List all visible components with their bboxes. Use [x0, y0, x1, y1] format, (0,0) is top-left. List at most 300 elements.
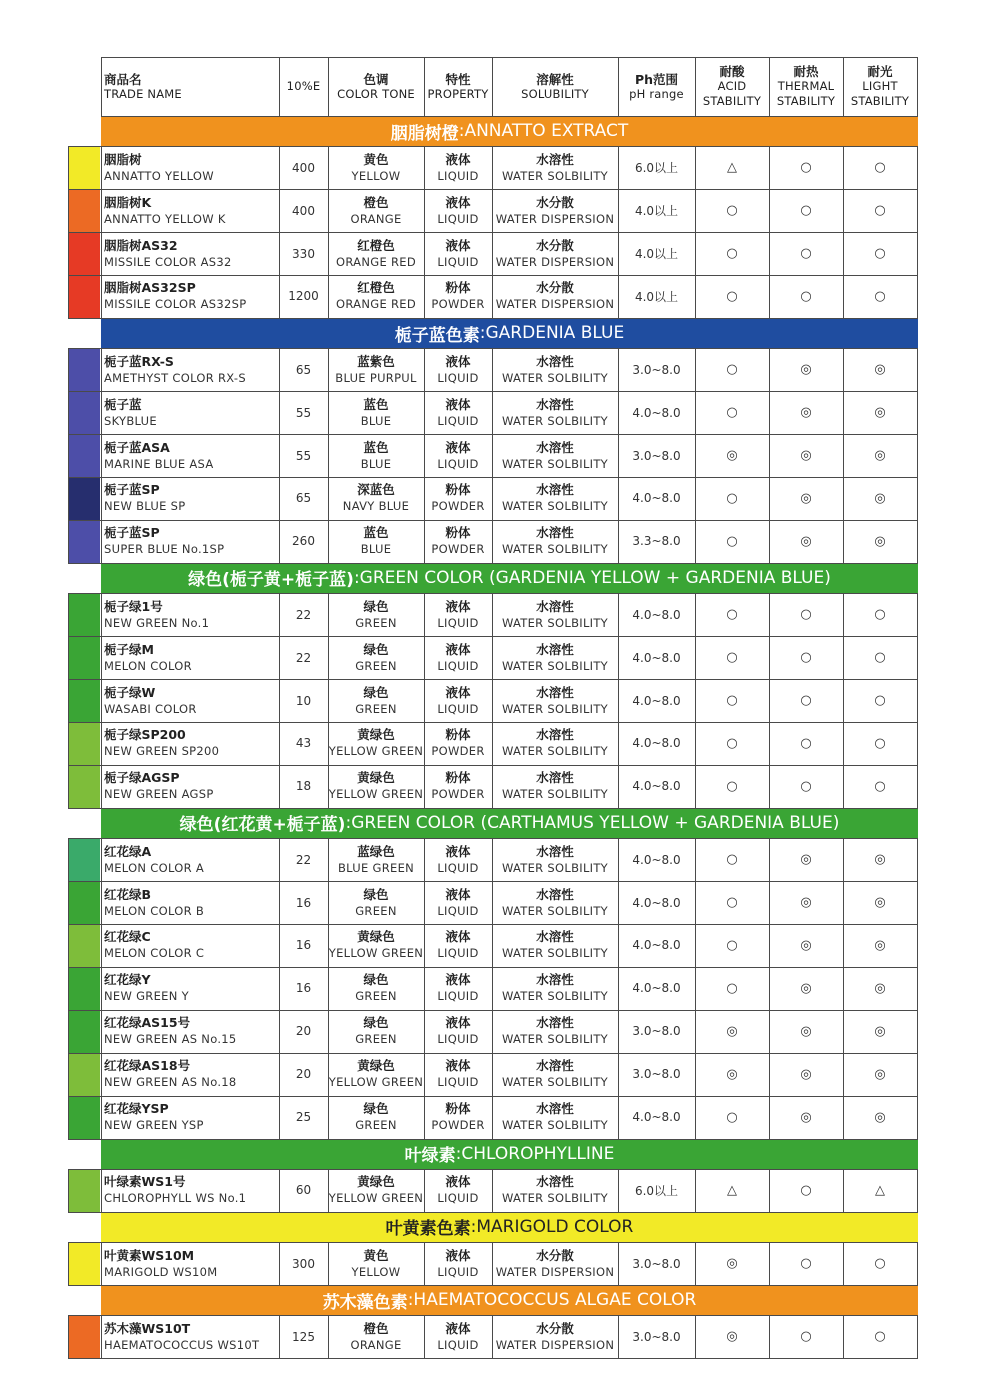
color-tone-cn: 黄绿色 — [357, 1058, 395, 1074]
property — [424, 636, 492, 679]
grid-line — [695, 924, 696, 968]
acid-stability-mark: ○ — [726, 607, 738, 623]
grid-line — [424, 722, 425, 766]
product-name-cn: 叶绿素WS1号 — [104, 1174, 186, 1190]
product-name-cn: 红花绿A — [104, 843, 152, 859]
color-tone — [328, 1010, 424, 1053]
grid-line — [424, 924, 425, 968]
grid-line — [279, 146, 280, 190]
section-title-cn: 绿色(红花黄+栀子蓝) — [179, 815, 346, 836]
grid-line — [492, 391, 493, 435]
grid-line — [917, 636, 918, 680]
grid-line — [328, 1169, 329, 1213]
property — [424, 679, 492, 722]
ph-range: 4.0~8.0 — [632, 1110, 681, 1125]
thermal-stability-mark: ○ — [800, 246, 812, 262]
grid-line — [618, 1096, 619, 1140]
section-band — [101, 1139, 918, 1169]
product-name-en: ANNATTO YELLOW K — [104, 211, 226, 226]
grid-line — [618, 146, 619, 190]
grid-line — [492, 348, 493, 392]
product-name-cn: 红花绿B — [104, 886, 152, 902]
grid-line — [328, 1315, 329, 1359]
grid-line — [492, 275, 493, 319]
acid-stability-mark: ○ — [726, 405, 738, 421]
grid-line — [769, 57, 770, 117]
ph-range: 3.0~8.0 — [632, 1024, 681, 1039]
color-tone — [328, 520, 424, 563]
grid-line — [492, 679, 493, 723]
product-name-cn: 栀子绿W — [104, 684, 156, 700]
property-en: LIQUID — [437, 946, 479, 961]
property-en: LIQUID — [437, 701, 479, 716]
e10-value: 16 — [295, 938, 312, 953]
solubility-en: WATER SOLBILITY — [501, 787, 609, 802]
color-tone-en: ORANGE — [350, 211, 402, 226]
grid-line — [843, 1096, 844, 1140]
grid-line — [101, 275, 102, 319]
grid-line — [101, 520, 918, 521]
color-tone-cn: 橙色 — [363, 1320, 389, 1336]
grid-line — [68, 838, 69, 882]
header-property-en: PROPERTY — [427, 86, 489, 101]
property-en: LIQUID — [437, 211, 479, 226]
grid-line — [695, 348, 696, 392]
property — [424, 232, 492, 275]
solubility — [492, 722, 618, 765]
header-light-en1: LIGHT — [862, 79, 898, 93]
property-cn: 液体 — [445, 1058, 471, 1074]
grid-line — [101, 924, 102, 968]
ph-range: 3.0~8.0 — [632, 448, 681, 463]
color-tone — [328, 722, 424, 765]
color-tone-cn: 橙色 — [363, 194, 389, 210]
grid-line — [101, 967, 102, 1011]
property-cn: 粉体 — [445, 482, 471, 498]
grid-line — [618, 967, 619, 1011]
property-en: LIQUID — [437, 1191, 479, 1206]
grid-line — [618, 1010, 619, 1054]
grid-line — [917, 593, 918, 637]
grid-line — [769, 881, 770, 925]
acid-stability-mark: ○ — [726, 533, 738, 549]
product-name-cn: 栀子绿M — [104, 641, 154, 657]
color-tone — [328, 146, 424, 189]
grid-line — [492, 57, 493, 117]
e10-value: 400 — [292, 203, 315, 218]
grid-line — [843, 838, 844, 882]
product-name-cn: 栀子蓝RX-S — [104, 353, 174, 369]
color-tone-en: ORANGE RED — [336, 297, 416, 312]
solubility — [492, 924, 618, 967]
property-en: LIQUID — [437, 1264, 479, 1279]
grid-line — [68, 808, 101, 809]
property — [424, 967, 492, 1010]
ph-range: 4.0~8.0 — [632, 981, 681, 996]
grid-line — [101, 636, 918, 637]
grid-line — [101, 1096, 918, 1097]
property — [424, 1096, 492, 1139]
product-name-cn: 栀子绿1号 — [104, 598, 163, 614]
color-tone-en: GREEN — [355, 615, 397, 630]
solubility-en: WATER SOLBILITY — [501, 542, 609, 557]
product-name-en: SKYBLUE — [104, 413, 157, 428]
grid-line — [917, 1315, 918, 1359]
grid-line — [843, 1242, 844, 1286]
solubility — [492, 679, 618, 722]
product-name-cn: 胭脂树 — [104, 151, 142, 167]
grid-line — [68, 275, 101, 276]
grid-line — [68, 881, 69, 925]
color-tone — [328, 348, 424, 391]
grid-line — [328, 838, 329, 882]
grid-line — [68, 232, 69, 276]
thermal-stability-mark: ○ — [800, 1182, 812, 1198]
grid-line — [492, 838, 493, 882]
color-tone — [328, 765, 424, 808]
grid-line — [328, 391, 329, 435]
color-tone-en: YELLOW GREEN — [328, 744, 424, 759]
color-swatch — [68, 723, 100, 765]
grid-line — [328, 232, 329, 276]
grid-line — [68, 1169, 101, 1170]
e10-value: 20 — [295, 1067, 312, 1082]
section-band — [101, 1212, 918, 1242]
grid-line — [843, 232, 844, 276]
color-swatch — [68, 478, 100, 520]
grid-line — [101, 722, 102, 766]
grid-line — [424, 189, 425, 233]
grid-line — [695, 520, 696, 564]
grid-line — [695, 838, 696, 882]
product-name-en: NEW GREEN AS No.15 — [104, 1032, 237, 1047]
property-cn: 粉体 — [445, 727, 471, 743]
grid-line — [424, 881, 425, 925]
color-tone-cn: 黄色 — [363, 1247, 389, 1263]
color-swatch — [68, 392, 100, 434]
grid-line — [843, 1315, 844, 1359]
product-name-cn: 栀子蓝 — [104, 396, 142, 412]
header-trade-name — [101, 57, 279, 116]
grid-line — [328, 967, 329, 1011]
grid-line — [101, 146, 102, 190]
solubility-cn: 水溶性 — [536, 353, 574, 369]
thermal-stability-mark: ○ — [800, 650, 812, 666]
property — [424, 881, 492, 924]
solubility-en: WATER SOLBILITY — [501, 413, 609, 428]
grid-line — [843, 1169, 844, 1213]
grid-line — [424, 348, 425, 392]
grid-line — [769, 593, 770, 637]
property-en: LIQUID — [437, 1337, 479, 1352]
grid-line — [917, 189, 918, 233]
color-tone — [328, 1242, 424, 1285]
color-tone — [328, 924, 424, 967]
grid-line — [279, 924, 280, 968]
property — [424, 1010, 492, 1053]
e10-value: 55 — [295, 405, 312, 420]
e10-value: 260 — [292, 534, 315, 549]
section-band — [101, 1285, 918, 1315]
grid-line — [68, 1169, 69, 1213]
e10-value: 65 — [295, 362, 312, 377]
solubility-en: WATER SOLBILITY — [501, 989, 609, 1004]
grid-line — [618, 1169, 619, 1213]
solubility — [492, 146, 618, 189]
solubility — [492, 1096, 618, 1139]
color-tone-cn: 绿色 — [363, 684, 389, 700]
grid-line — [424, 275, 425, 319]
grid-line — [328, 275, 329, 319]
grid-line — [279, 1242, 280, 1286]
grid-line — [424, 1242, 425, 1286]
section-band — [101, 318, 918, 348]
grid-line — [68, 881, 101, 882]
grid-line — [328, 765, 329, 809]
grid-line — [279, 520, 280, 564]
ph-range: 4.0~8.0 — [632, 405, 681, 420]
grid-line — [492, 765, 493, 809]
property-cn: 粉体 — [445, 280, 471, 296]
e10-value: 55 — [295, 448, 312, 463]
header-thermal-en1: THERMAL — [777, 79, 835, 93]
solubility-en: WATER SOLBILITY — [501, 946, 609, 961]
solubility-en: WATER SOLBILITY — [501, 903, 609, 918]
grid-line — [769, 477, 770, 521]
ph-range: 4.0~8.0 — [632, 607, 681, 622]
header-acid-en1: ACID — [717, 79, 747, 93]
product-name-cn: 叶黄素WS10M — [104, 1247, 195, 1263]
product-name — [101, 189, 279, 232]
grid-line — [695, 881, 696, 925]
color-tone-cn: 黄绿色 — [357, 727, 395, 743]
product-name-en: AMETHYST COLOR RX-S — [104, 370, 246, 385]
header-acid-stability — [695, 57, 769, 116]
color-tone — [328, 275, 424, 318]
light-stability-mark: ◎ — [874, 1023, 886, 1039]
grid-line — [769, 765, 770, 809]
product-name — [101, 722, 279, 765]
grid-line — [279, 477, 280, 521]
header-trade-name-cn: 商品名 — [104, 71, 142, 87]
e10-value: 18 — [295, 779, 312, 794]
grid-line — [279, 679, 280, 723]
product-name — [101, 924, 279, 967]
grid-line — [101, 348, 918, 349]
acid-stability-mark: ○ — [726, 288, 738, 304]
grid-line — [843, 1010, 844, 1054]
ph-range: 6.0以上 — [634, 1183, 679, 1198]
solubility-cn: 水溶性 — [536, 886, 574, 902]
solubility-en: WATER SOLBILITY — [501, 744, 609, 759]
grid-line — [101, 1096, 102, 1140]
section-title-en: :GREEN COLOR (CARTHAMUS YELLOW + GARDENIA BLUE) — [345, 812, 840, 833]
thermal-stability-mark: ○ — [800, 693, 812, 709]
color-tone-en: GREEN — [355, 989, 397, 1004]
ph-range: 3.0~8.0 — [632, 1329, 681, 1344]
grid-line — [101, 1315, 918, 1316]
solubility-en: WATER SOLBILITY — [501, 1075, 609, 1090]
thermal-stability-mark: ○ — [800, 1329, 812, 1345]
grid-line — [68, 765, 101, 766]
header-acid-cn: 耐酸 — [719, 64, 745, 79]
grid-line — [843, 593, 844, 637]
grid-line — [424, 477, 425, 521]
header-solubility-en: SOLUBILITY — [521, 86, 589, 101]
acid-stability-mark: ○ — [726, 203, 738, 219]
ph-range: 6.0以上 — [634, 161, 679, 176]
grid-line — [101, 318, 918, 319]
solubility-en: WATER DISPERSION — [495, 254, 615, 269]
product-name-en: NEW GREEN SP200 — [104, 744, 220, 759]
color-tone-en: GREEN — [355, 1118, 397, 1133]
grid-line — [917, 275, 918, 319]
grid-line — [618, 477, 619, 521]
color-tone-cn: 蓝紫色 — [357, 353, 395, 369]
color-swatch — [68, 1316, 100, 1358]
grid-line — [492, 1169, 493, 1213]
grid-line — [618, 924, 619, 968]
grid-line — [68, 1242, 101, 1243]
thermal-stability-mark: ○ — [800, 288, 812, 304]
property — [424, 1242, 492, 1285]
product-name — [101, 636, 279, 679]
grid-line — [279, 434, 280, 478]
ph-range: 3.0~8.0 — [632, 1067, 681, 1082]
solubility — [492, 232, 618, 275]
property-en: LIQUID — [437, 456, 479, 471]
grid-line — [101, 348, 102, 392]
product-name — [101, 477, 279, 520]
property-en: LIQUID — [437, 989, 479, 1004]
grid-line — [101, 765, 102, 809]
property-en: LIQUID — [437, 658, 479, 673]
grid-line — [917, 881, 918, 925]
grid-line — [917, 924, 918, 968]
solubility — [492, 434, 618, 477]
ph-range: 4.0~8.0 — [632, 650, 681, 665]
light-stability-mark: ◎ — [874, 448, 886, 464]
grid-line — [101, 434, 918, 435]
grid-line — [279, 1096, 280, 1140]
solubility-cn: 水溶性 — [536, 1174, 574, 1190]
grid-line — [618, 275, 619, 319]
grid-line — [492, 881, 493, 925]
grid-line — [843, 636, 844, 680]
grid-line — [68, 275, 69, 319]
grid-line — [68, 348, 69, 392]
light-stability-mark: ◎ — [874, 1066, 886, 1082]
grid-line — [843, 765, 844, 809]
product-name-en: MELON COLOR — [104, 658, 192, 673]
property — [424, 1053, 492, 1096]
grid-line — [68, 1285, 101, 1286]
acid-stability-mark: ◎ — [726, 448, 738, 464]
grid-line — [618, 232, 619, 276]
color-tone — [328, 1096, 424, 1139]
solubility-cn: 水分散 — [536, 1320, 574, 1336]
grid-line — [769, 348, 770, 392]
solubility-en: WATER DISPERSION — [495, 297, 615, 312]
thermal-stability-mark: ○ — [800, 160, 812, 176]
color-tone — [328, 477, 424, 520]
solubility — [492, 838, 618, 881]
grid-line — [101, 765, 918, 766]
header-property-cn: 特性 — [445, 71, 471, 87]
grid-line — [68, 924, 69, 968]
property — [424, 391, 492, 434]
grid-line — [101, 593, 918, 594]
header-ph-range-en: pH range — [629, 86, 684, 101]
grid-line — [917, 722, 918, 766]
grid-line — [328, 593, 329, 637]
grid-line — [695, 636, 696, 680]
grid-line — [279, 1169, 280, 1213]
solubility-en: WATER SOLBILITY — [501, 615, 609, 630]
light-stability-mark: ◎ — [874, 405, 886, 421]
header-acid-en2: STABILITY — [702, 94, 762, 108]
product-name — [101, 434, 279, 477]
product-name — [101, 520, 279, 563]
color-swatch — [68, 968, 100, 1010]
light-stability-mark: ○ — [874, 607, 886, 623]
grid-line — [101, 477, 102, 521]
grid-line — [279, 636, 280, 680]
grid-line — [68, 1053, 101, 1054]
solubility-cn: 水溶性 — [536, 684, 574, 700]
product-name-cn: 栀子蓝SP — [104, 525, 160, 541]
grid-line — [424, 520, 425, 564]
property-en: LIQUID — [437, 1075, 479, 1090]
grid-line — [618, 881, 619, 925]
color-tone-en: YELLOW GREEN — [328, 1191, 424, 1206]
grid-line — [492, 593, 493, 637]
grid-line — [68, 1139, 101, 1140]
property-en: LIQUID — [437, 413, 479, 428]
grid-line — [101, 679, 918, 680]
acid-stability-mark: ○ — [726, 937, 738, 953]
grid-line — [279, 189, 280, 233]
ph-range: 4.0~8.0 — [632, 938, 681, 953]
section-title-en: :ANNATTO EXTRACT — [458, 121, 629, 142]
grid-line — [917, 232, 918, 276]
color-tone-cn: 绿色 — [363, 1015, 389, 1031]
grid-line — [101, 1169, 918, 1170]
grid-line — [843, 967, 844, 1011]
grid-line — [279, 391, 280, 435]
product-name — [101, 391, 279, 434]
grid-line — [695, 1010, 696, 1054]
property-cn: 粉体 — [445, 770, 471, 786]
color-swatch — [68, 147, 100, 189]
light-stability-mark: ○ — [874, 288, 886, 304]
grid-line — [68, 1315, 101, 1316]
color-swatch — [68, 276, 100, 318]
grid-line — [424, 593, 425, 637]
color-swatch — [68, 594, 100, 636]
grid-line — [769, 679, 770, 723]
thermal-stability-mark: ◎ — [800, 852, 812, 868]
product-name-cn: 栀子绿AGSP — [104, 770, 180, 786]
product-name — [101, 838, 279, 881]
property — [424, 189, 492, 232]
color-swatch — [68, 882, 100, 924]
color-tone-en: BLUE — [360, 456, 392, 471]
grid-line — [618, 189, 619, 233]
e10-value: 22 — [295, 650, 312, 665]
property-en: POWDER — [431, 499, 485, 514]
color-swatch — [68, 766, 100, 808]
